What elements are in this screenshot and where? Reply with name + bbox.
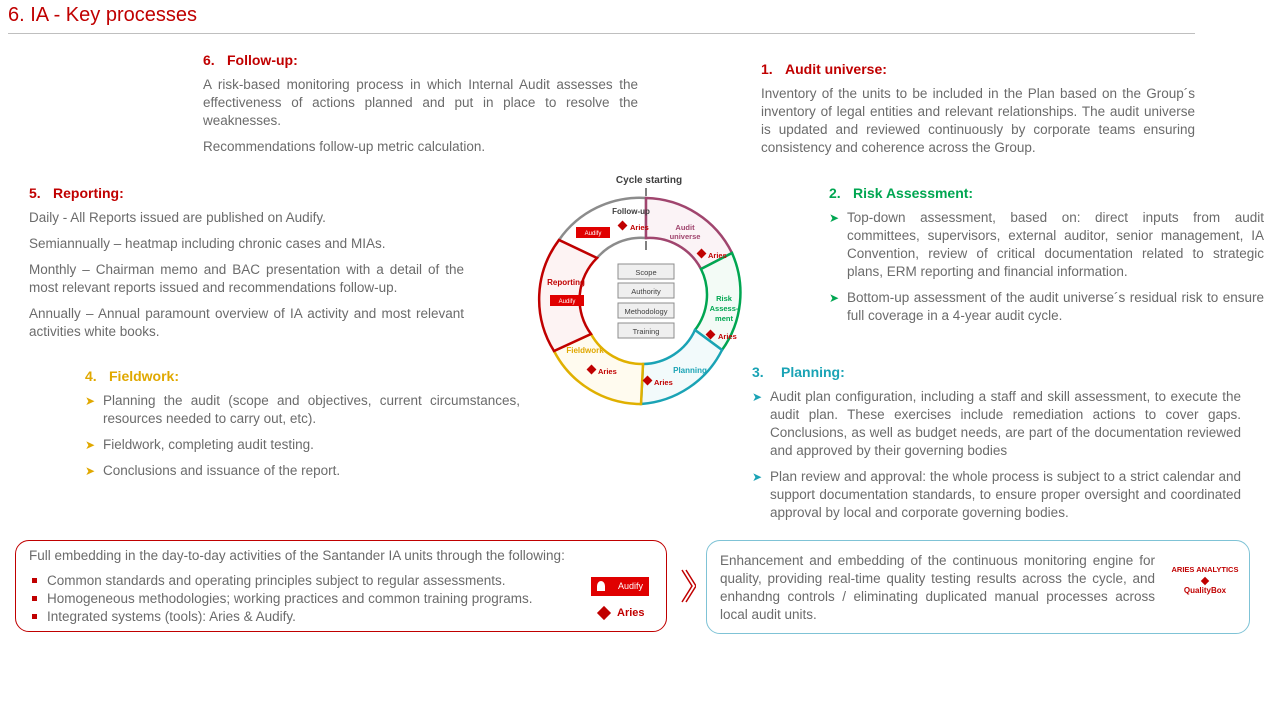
list-item: ➤ Planning the audit (scope and objectives, current circumstances, resources needed to carry out, etc). xyxy=(85,393,520,426)
risk-assessment-list xyxy=(829,209,1264,325)
list-item: ➤ Conclusions and issuance of the report. xyxy=(85,463,341,478)
title-divider xyxy=(8,33,1195,34)
stage-label-followup: Follow-up xyxy=(612,207,650,216)
followup-paragraph: Recommendations follow-up metric calculation. xyxy=(203,139,486,154)
svg-text:Aries: Aries xyxy=(708,251,727,260)
list-item: ➤ Top-down assessment, based on: direct inputs from audit committees, supervisors, external auditor, senior management, IA Convention, review of critical documentation related to strategic plans, ERM reporting and financial information. xyxy=(829,210,1264,279)
arrow-bullet-icon: ➤ xyxy=(85,394,96,408)
list-item: ➤ Audit plan configuration, including a staff and skill assessment, to execute the audit plan. These exercises include remediation actions to cover gaps. Conclusions, as well as budget needs, are part of the documentation reviewed and approved by their governing bodies xyxy=(752,389,1241,458)
list-item: ➤ Fieldwork, completing audit testing. xyxy=(85,437,314,452)
flame-icon xyxy=(597,581,605,591)
planning-heading: 3. Planning: xyxy=(752,364,845,380)
svg-text:Scope: Scope xyxy=(635,268,657,277)
aries-diamond-icon xyxy=(1201,577,1209,585)
svg-text:Audify: Audify xyxy=(584,231,602,237)
audify-logo-icon xyxy=(576,227,610,238)
square-bullet-icon xyxy=(32,578,37,583)
svg-text:Aries: Aries xyxy=(718,332,737,341)
stage-label-planning: Planning xyxy=(673,366,707,375)
stage-label-risk: ment xyxy=(715,314,733,323)
audit-universe-section xyxy=(761,61,1195,165)
followup-heading: 6. Follow-up: xyxy=(203,52,298,68)
center-box-training xyxy=(618,323,674,338)
svg-text:Methodology: Methodology xyxy=(624,307,668,316)
reporting-paragraph: Monthly – Chairman memo and BAC presentation with a detail of the most relevant reports issued and recommendations follow-up. xyxy=(29,262,464,295)
reporting-paragraph: Semiannually – heatmap including chronic cases and MIAs. xyxy=(29,236,386,251)
stage-label-audit-universe: Audit xyxy=(675,223,695,232)
arrow-bullet-icon: ➤ xyxy=(85,464,96,478)
svg-text:Aries: Aries xyxy=(654,378,673,387)
reporting-paragraph: Daily - All Reports issued are published on Audify. xyxy=(29,210,326,225)
svg-text:Authority: Authority xyxy=(631,287,661,296)
svg-text:Aries: Aries xyxy=(598,367,617,376)
fieldwork-heading: 4. Fieldwork: xyxy=(85,368,180,384)
followup-paragraph: A risk-based monitoring process in which Internal Audit assesses the effectiveness of actions planned and put in place to resolve the weaknesses. xyxy=(203,77,638,128)
reporting-text xyxy=(29,209,464,341)
embedding-box xyxy=(15,540,667,632)
fieldwork-list xyxy=(85,392,520,480)
stage-label-risk: Risk xyxy=(716,294,732,303)
list-item: Common standards and operating principles subject to regular assessments. xyxy=(29,572,589,590)
audit-universe-heading: 1. Audit universe: xyxy=(761,61,887,77)
audit-universe-text: Inventory of the units to be included in the Plan based on the Group´s inventory of legal entities and relevant relationships. The audit universe is updated and reviewed continuously by corporate teams ensuring consistency and coherence across the Group. xyxy=(761,86,1195,155)
aries-logo: Aries xyxy=(596,604,656,624)
followup-text xyxy=(203,76,638,156)
enhancement-box xyxy=(706,540,1250,634)
embedding-list xyxy=(29,572,589,626)
svg-text:Training: Training xyxy=(632,327,660,336)
stage-label-fieldwork: Fieldwork xyxy=(566,346,604,355)
embedding-intro: Full embedding in the day-to-day activities of the Santander IA units through the following: xyxy=(29,548,565,563)
arrow-bullet-icon: ➤ xyxy=(829,291,840,305)
enhancement-text: Enhancement and embedding of the continuous monitoring engine for quality, providing real-time quality testing results across the cycle, and enhandng controls / eliminating duplicated manual processes across local audit units. xyxy=(720,553,1155,622)
list-item: Integrated systems (tools): Aries & Audify. xyxy=(29,608,589,626)
followup-section xyxy=(203,52,638,164)
center-box-scope xyxy=(618,264,674,279)
arrow-bullet-icon: ➤ xyxy=(752,390,763,404)
arrow-bullet-icon: ➤ xyxy=(85,438,96,452)
page-title: 6. IA - Key processes xyxy=(8,4,197,26)
reporting-section xyxy=(29,185,464,349)
audify-logo-icon xyxy=(550,295,584,306)
list-item: Homogeneous methodologies; working practices and common training programs. xyxy=(29,590,589,608)
stage-label-audit-universe: universe xyxy=(669,232,701,241)
stage-label-risk: Assess- xyxy=(709,304,739,313)
fieldwork-section xyxy=(85,368,520,488)
risk-assessment-section xyxy=(829,185,1264,333)
risk-assessment-heading: 2. Risk Assessment: xyxy=(829,185,974,201)
arrow-bullet-icon: ➤ xyxy=(829,211,840,225)
svg-text:Audify: Audify xyxy=(558,299,576,305)
chevron-right-icon xyxy=(680,568,696,604)
audify-logo: Audify xyxy=(591,577,649,596)
center-box-methodology xyxy=(618,303,674,318)
arrow-bullet-icon: ➤ xyxy=(752,470,763,484)
svg-text:Aries: Aries xyxy=(630,223,649,232)
reporting-heading: 5. Reporting: xyxy=(29,185,124,201)
reporting-paragraph: Annually – Annual paramount overview of IA activity and most relevant activities white books. xyxy=(29,306,464,339)
audit-cycle-diagram xyxy=(535,168,763,413)
cycle-title: Cycle starting xyxy=(615,175,683,186)
list-item: ➤ Bottom-up assessment of the audit universe´s residual risk to ensure full coverage in a 4-year audit cycle. xyxy=(829,290,1264,323)
planning-section xyxy=(752,364,1241,530)
square-bullet-icon xyxy=(32,596,37,601)
aries-diamond-icon xyxy=(597,606,611,620)
center-box-authority xyxy=(618,283,674,298)
aries-analytics-logo: ARIES ANALYTICS QualityBox xyxy=(1171,565,1239,595)
stage-label-reporting: Reporting xyxy=(547,278,585,287)
square-bullet-icon xyxy=(32,614,37,619)
list-item: ➤ Plan review and approval: the whole process is subject to a strict calendar and support documentation standards, to ensure proper oversight and coordinated approval by local and corporate governing bodies. xyxy=(752,469,1241,520)
planning-list xyxy=(752,388,1241,522)
